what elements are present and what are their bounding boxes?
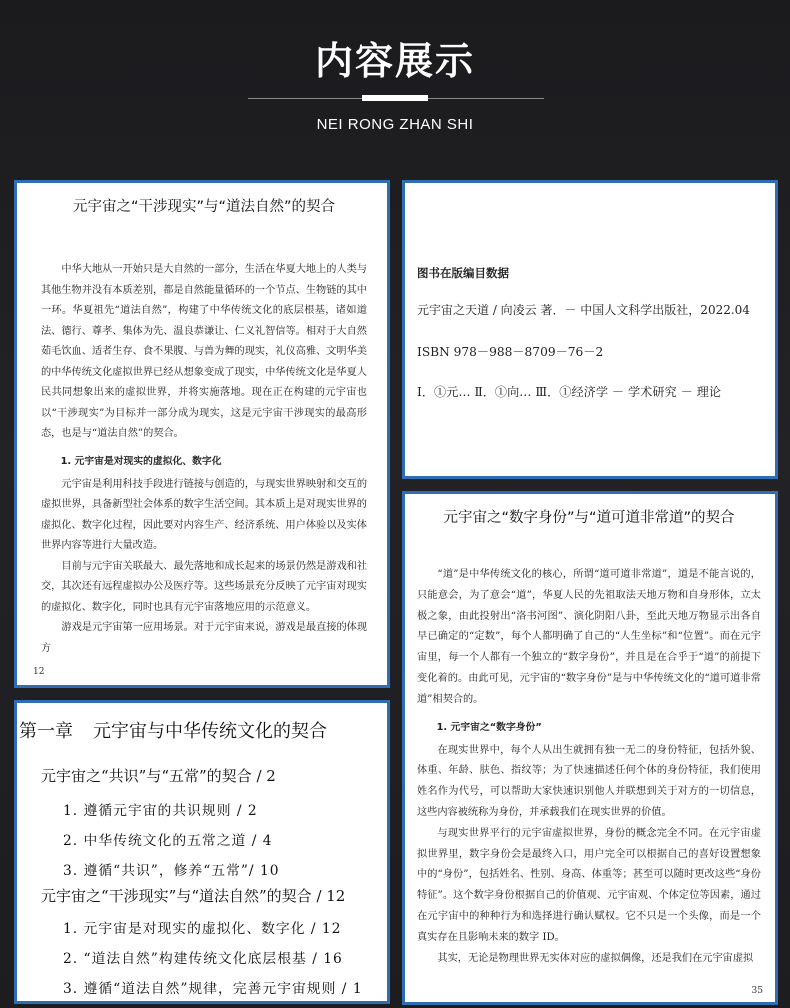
cip-data-card <box>402 180 778 479</box>
body-paragraph: 游戏是元宇宙第一应用场景。对于元宇宙来说，游戏是最直接的体现方 <box>41 622 368 654</box>
subheading: 1. 元宇宙之“数字身份” <box>436 721 542 733</box>
page-body <box>41 260 367 659</box>
title-divider-bar <box>362 95 428 101</box>
section-title: 元宇宙之“数字身份”与“道可道非常道”的契合 <box>443 510 735 526</box>
page-header <box>0 0 790 170</box>
page-body <box>417 565 761 969</box>
book-page-12-card <box>14 180 390 688</box>
chapter-title: 元宇宙与中华传统文化的契合 <box>93 721 327 742</box>
body-paragraph: 中华大地从一开始只是大自然的一部分，生活在华夏大地上的人类与其他生物并没有本质差别，都是自然能量循环的一个节点、生物链的其中一环。华夏祖先“道法自然”，构建了中华传统文化的底层根基，诸如道法、德行、尊孝、集体为先、温良恭谦让、仁义礼智信等。相对于大自然茹毛饮血、适者生存、食不果腹、与兽为舞的现实，礼仪高雅、文明华美的中华传统文化虚拟世界已经从想象变成了现实，中华传统文化是华夏人民共同想象出来的虚拟世界，并将实施落地。现在正在构建的元宇宙也以“干涉现实”为目标并一部分成为现实，这是元宇宙干涉现实的最高形态，也是与“道法自然”的契合。 <box>41 264 368 439</box>
book-page-35-card <box>402 491 778 1005</box>
chapter-number: 第一章 <box>19 721 73 742</box>
page-title: 内容展示 <box>314 39 475 83</box>
page-number: 35 <box>751 986 763 996</box>
toc-subsection-entry: 1. 遵循元宇宙的共识规则 / 2 <box>63 803 258 819</box>
toc-subsection-entry: 3. 遵循“共识”，修养“五常”/ 10 <box>63 863 280 879</box>
body-paragraph: 在现实世界中，每个人从出生就拥有独一无二的身份特征，包括外貌、体重、年龄、肤色、指纹等；为了快速描述任何个体的身份特征，我们使用姓名作为代号，可以帮助大家快速识别他人并联想到关于对方的一切信息，这些内容被统称为身份，并承载我们在现实世界的价值。 <box>417 744 761 818</box>
cip-isbn-line: ISBN 978－988－8709－76－2 <box>417 345 604 359</box>
body-paragraph: 元宇宙是利用科技手段进行链接与创造的，与现实世界映射和交互的虚拟世界，具备新型社会体系的数字生活空间。其本质上是对现实世界的虚拟化、数字化过程，因此要对内容生产、经济系统、用户体验以及实体世界内容等进行大量改造。 <box>41 478 368 551</box>
cip-classification-line: Ⅰ．①元… Ⅱ．①向… Ⅲ．①经济学 － 学术研究 － 理论 <box>417 385 722 399</box>
toc-section-entry: 元宇宙之“干涉现实”与“道法自然”的契合 / 12 <box>41 887 346 905</box>
toc-subsection-entry: 1. 元宇宙是对现实的虚拟化、数字化 / 12 <box>63 921 342 937</box>
section-title: 元宇宙之“干涉现实”与“道法自然”的契合 <box>72 199 336 215</box>
body-paragraph: 与现实世界平行的元宇宙虚拟世界，身份的概念完全不同。在元宇宙虚拟世界里，数字身份会是最终入口，用户完全可以根据自己的喜好设置想象中的“身份”，包括姓名、性别、身高、体重等；甚至可以随时更改这些“身份特征”。这个数字身份根据自己的价值观、元宇宙观、个体定位等因素，通过在元宇宙中的种种行为和选择进行确认赋权。它不只是一个头像，而是一个真实存在且影响未来的数字 ID。 <box>417 827 761 943</box>
page-subtitle: NEI RONG ZHAN SHI <box>316 116 474 133</box>
body-paragraph: “道”是中华传统文化的核心，所谓“道可道非常道”，道是不能言说的，只能意会，为了意会“道”，华夏人民的先祖取法天地万物和自身形体，立太极之象，由此投射出“洛书河图”、演化阴阳八卦，至此天地万物显示出各自早已确定的“定数”，每个人都明确了自己的“人生坐标”和“位置”。而在元宇宙里，每一个人都有一个独立的“数字身份”，并且是在合乎于“道”的前提下变化着的。由此可见，元宇宙的“数字身份”是与中华传统文化的“道可道非常道”相契合的。 <box>417 569 761 705</box>
toc-subsection-entry: 2. “道法自然”构建传统文化底层根基 / 16 <box>63 951 343 967</box>
body-paragraph: 其实，无论是物理世界无实体对应的虚拟偶像，还是我们在元宇宙虚拟 <box>437 952 754 964</box>
body-paragraph: 目前与元宇宙关联最大、最先落地和成长起来的场景仍然是游戏和社交，其次还有远程虚拟办公及医疗等。这些场景充分反映了元宇宙对现实的虚拟化、数字化，同时也具有元宇宙落地应用的示范意义。 <box>41 560 368 613</box>
toc-section-entry: 元宇宙之“共识”与“五常”的契合 / 2 <box>41 767 276 785</box>
page-number: 12 <box>33 667 45 677</box>
table-of-contents-card <box>14 700 390 1004</box>
toc-subsection-entry: 2. 中华传统文化的五常之道 / 4 <box>63 833 273 849</box>
toc-subsection-entry: 3. 遵循“道法自然”规律，完善元宇宙规则 / 1 <box>63 981 363 997</box>
cip-title-line: 元宇宙之天道 / 向凌云 著．－ 中国人文科学出版社，2022.04 <box>417 303 750 317</box>
cip-label: 图书在版编目数据 <box>417 266 509 280</box>
chapter-heading <box>19 717 327 743</box>
subheading: 1. 元宇宙是对现实的虚拟化、数字化 <box>60 455 222 467</box>
